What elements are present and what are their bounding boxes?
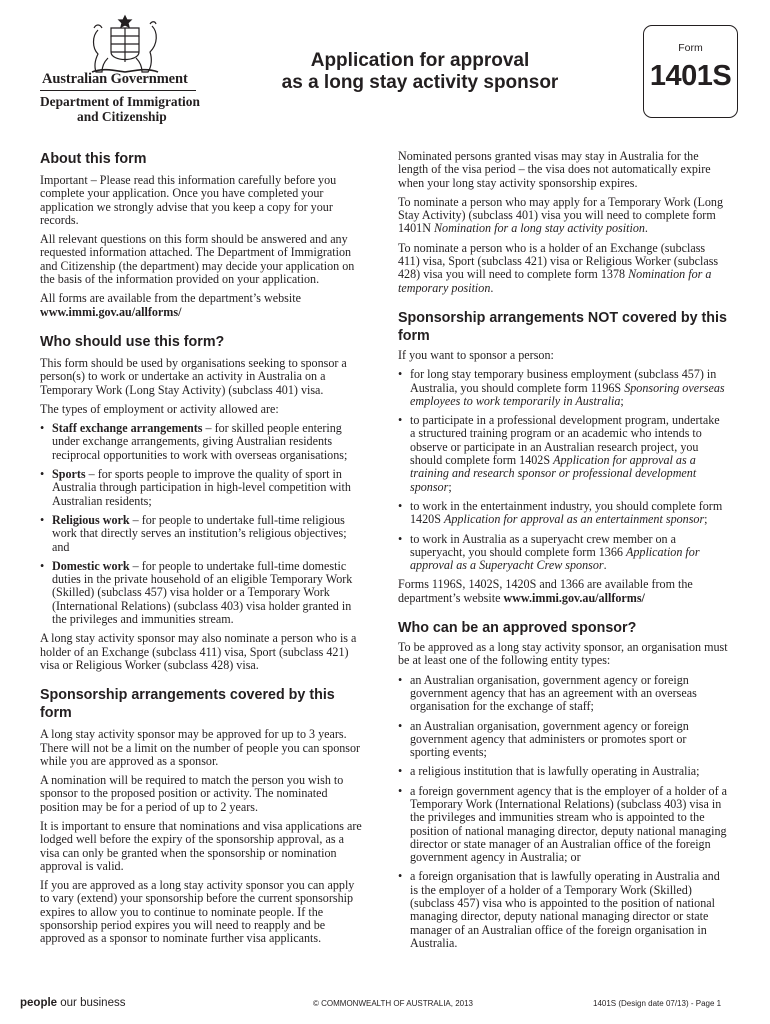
covered-paragraph-1: A long stay activity sponsor may be approved for up to 3 years. There will not be a limit on the number of people you can sponsor while you are approved as a sponsor.	[40, 727, 361, 768]
approved-paragraph-1: To be approved as a long stay activity sponsor, an organisation must be at least one of the following entity types:	[398, 640, 728, 668]
allforms-link[interactable]: www.immi.gov.au/allforms/	[503, 590, 645, 605]
intro-paragraph-3: To nominate a person who is a holder of an Exchange (subclass 411) visa, Sport (subclass 421) visa or Religious Worker (subclass 428) visa you will need to complete form 1378 Nomination for a temporary position.	[398, 240, 719, 295]
government-name: Australian Government	[42, 71, 188, 87]
intro-paragraph-1: Nominated persons granted visas may stay in Australia for the length of the visa period – the visa does not automatically expire when your long stay activity sponsorship expires.	[398, 149, 711, 190]
about-paragraph-3	[40, 292, 365, 319]
list-item: • Staff exchange arrangements – for skilled people entering under exchange arrangements, giving Australian residents reciprocal opportunities to work with overseas organisations;	[40, 422, 365, 462]
allforms-link[interactable]: www.immi.gov.au/allforms/	[40, 304, 182, 319]
department-name-line1: Department of Immigration	[40, 94, 200, 109]
covered-paragraph-4: If you are approved as a long stay activity sponsor you can apply to vary (extend) your sponsorship before the current sponsorship expires to allow you to continue to nominate people. If the sponsorship period expires you will need to reapply and be approved as a sponsor to nominate further visa applicants.	[40, 878, 355, 946]
about-heading: About this form	[40, 151, 147, 167]
form-title	[270, 50, 570, 94]
coat-of-arms-logo	[80, 14, 170, 76]
who-heading: Who should use this form?	[40, 333, 225, 350]
form-number: 1401S	[649, 60, 732, 92]
not-covered-heading: Sponsorship arrangements NOT covered by this form	[398, 309, 727, 344]
form-label: Form	[678, 42, 703, 54]
footer-brand: people our business	[20, 997, 126, 1009]
list-item: • an Australian organisation, government agency or foreign government agency that administers or promotes sport or sporting events;	[398, 720, 728, 760]
left-column	[40, 150, 365, 952]
covered-paragraph-3: It is important to ensure that nominations and visa applications are lodged well before the expiry of the sponsorship approval, as a visa can only be granted when the sponsorship or nomination approval is valid.	[40, 818, 362, 873]
about-website-text: All forms are available from the department’s website	[40, 291, 301, 306]
footer-page-info: 1401S (Design date 07/13) - Page 1	[593, 999, 722, 1008]
list-item: • Religious work – for people to undertake full-time religious work that directly serves an institution’s religious objectives; and	[40, 514, 365, 554]
who-paragraph-2: The types of employment or activity allowed are:	[40, 401, 279, 416]
list-item: • Domestic work – for people to undertake full-time domestic duties in the private household of an eligible Temporary Work (Skilled) (subclass 457) visa holder or a Temporary Work (International Relations) (subclass 403) visa holder granted in the privileges and immunities stream.	[40, 560, 365, 626]
list-item: • a foreign government agency that is the employer of a holder of a Temporary Work (International Relations) (subclass 403) visa in the privileges and immunities stream who is appointed to the position of national managing director, deputy national managing director or state manager of an Australian office of the foreign government agency in Australia; or	[398, 785, 728, 865]
form-title-line2: as a long stay activity sponsor	[281, 72, 559, 93]
not-covered-paragraph-2: Forms 1196S, 1402S, 1420S and 1366 are available from the department’s website www.immi.gov.au/allforms/	[398, 577, 693, 605]
about-paragraph-2: All relevant questions on this form should be answered and any requested information attached. The Department of Immigration and Citizenship (the department) may decide your application on the basis of the information provided on your application.	[40, 232, 355, 287]
list-item: • a foreign organisation that is lawfully operating in Australia and is the employer of a holder of a Temporary Work (Skilled) (subclass 457) visa who is appointed to the position of national managing director, deputy national managing director or state manager of an Australian office of the foreign organisation in Australia.	[398, 870, 728, 950]
not-covered-list	[398, 368, 728, 572]
list-item: • an Australian organisation, government agency or foreign government agency that has an agreement with an overseas organisation for the exchange of staff;	[398, 674, 728, 714]
not-covered-paragraph-1: If you want to sponsor a person:	[398, 347, 554, 362]
list-item: • for long stay temporary business employment (subclass 457) in Australia, you should complete form 1196S Sponsoring overseas employees to work temporarily in Australia;	[398, 368, 728, 408]
about-paragraph-1: Important – Please read this information carefully before you complete your application. Once you have completed your application we strongly advise that you keep a copy for your records.	[40, 173, 337, 227]
form-title-line1: Application for approval	[310, 50, 530, 71]
covered-heading: Sponsorship arrangements covered by this form	[40, 687, 335, 722]
list-item: • Sports – for sports people to improve the quality of sport in Australia through participation in high-level competition with Australian residents;	[40, 468, 365, 508]
approved-heading: Who can be an approved sponsor?	[398, 620, 637, 637]
list-item: • a religious institution that is lawfully operating in Australia;	[398, 765, 728, 778]
list-item: • to participate in a professional development program, undertake a structured training program or an academic who intends to observe or participate in an Australian research project, you should complete form 1402S Application for approval as a training and research sponsor or professional development sponsor;	[398, 414, 728, 494]
form-number-box	[643, 25, 738, 118]
covered-paragraph-2: A nomination will be required to match the person you wish to sponsor to the proposed position or activity. The nominated position may be for a period of up to 2 years.	[40, 773, 344, 814]
entity-types-list	[398, 674, 728, 951]
who-paragraph-3: A long stay activity sponsor may also nominate a person who is a holder of an Exchange (subclass 411) visa, Sport (subclass 421) visa or Religious Worker (subclass 428) visa.	[40, 631, 357, 672]
header-divider	[40, 90, 196, 91]
department-name-line2: and Citizenship	[77, 109, 167, 124]
activity-types-list	[40, 422, 365, 626]
right-column	[398, 150, 728, 956]
footer-copyright: © COMMONWEALTH OF AUSTRALIA, 2013	[313, 999, 473, 1008]
list-item: • to work in the entertainment industry, you should complete form 1420S Application for approval as an entertainment sponsor;	[398, 500, 728, 527]
list-item: • to work in Australia as a superyacht crew member on a superyacht, you should complete form 1366 Application for approval as a Superyacht Crew sponsor.	[398, 533, 728, 573]
who-paragraph-1: This form should be used by organisations seeking to sponsor a person(s) to work or undertake an activity in Australia on a Temporary Work (Long Stay Activity) (subclass 401) visa.	[40, 355, 347, 397]
intro-paragraph-2: To nominate a person who may apply for a Temporary Work (Long Stay Activity) (subclass 401) visa you will need to complete form 1401N Nomination for a long stay activity position.	[398, 194, 724, 236]
